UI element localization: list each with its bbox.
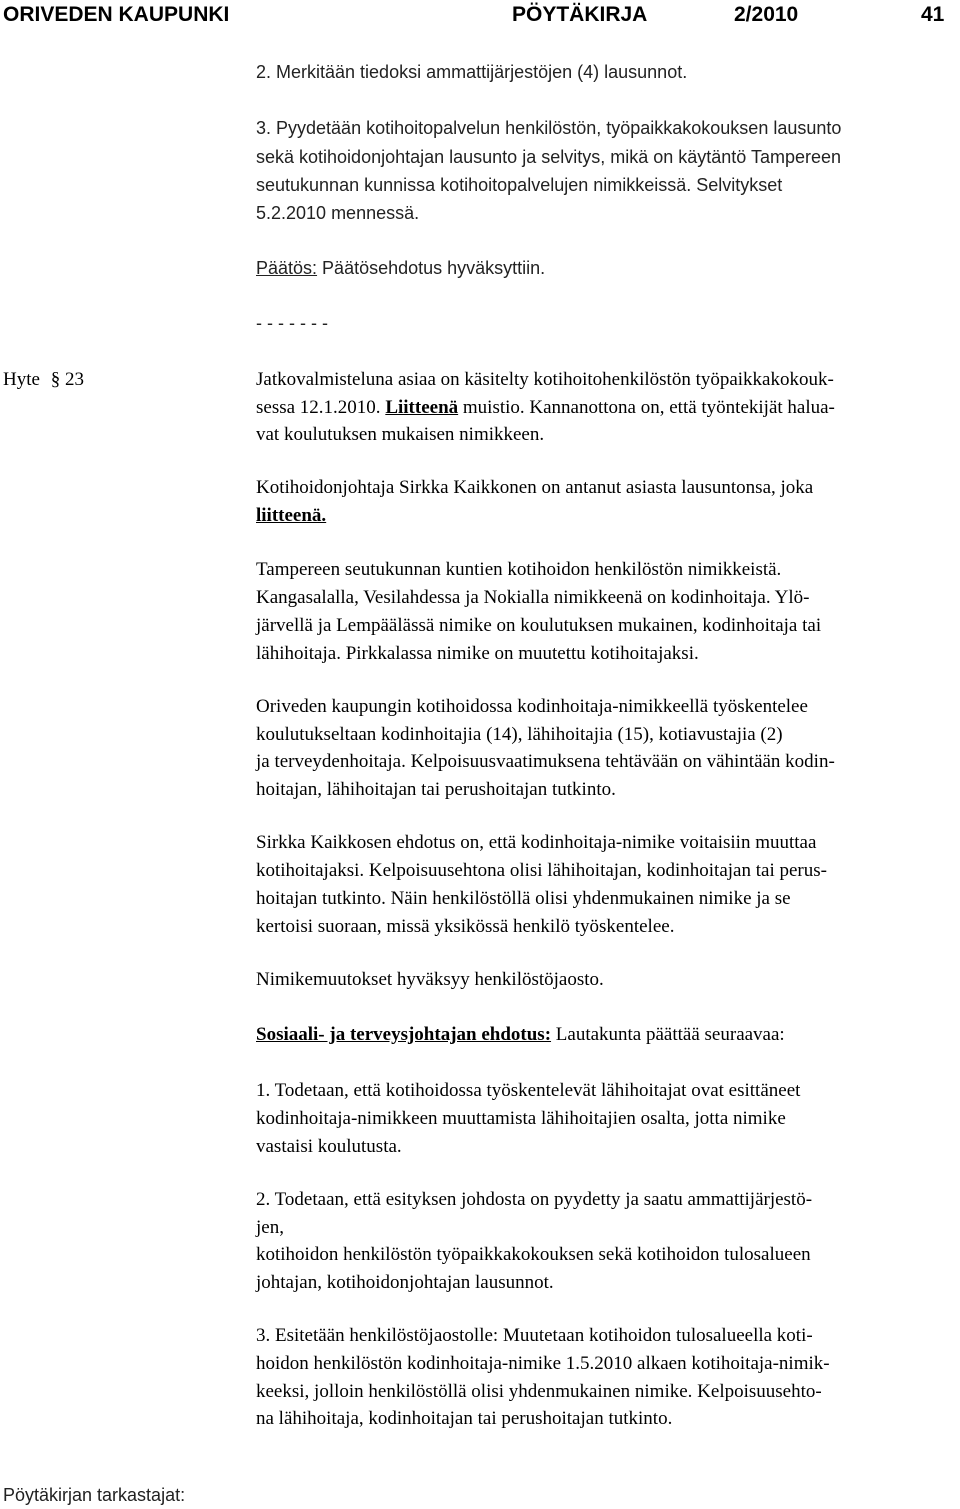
- header-document-type: PÖYTÄKIRJA: [512, 3, 648, 26]
- proposal-item-line: 2. Todetaan, että esityksen johdosta on pyydetty ja saatu ammattijärjestö-: [256, 1189, 813, 1210]
- item-3-line: seutukunnan kunnissa kotihoitopalvelujen nimikkeissä. Selvitykset: [256, 175, 783, 195]
- paragraph-text: muistio. Kannanottona on, että työntekijät halua-: [458, 397, 835, 418]
- paragraph-line: vat koulutuksen mukaisen nimikkeen.: [256, 424, 545, 445]
- proposal-item-line: hoidon henkilöstön kodinhoitaja-nimike 1.5.2010 alkaen kotihoitaja-nimik-: [256, 1353, 830, 1374]
- paragraph-line: hoitajan, lähihoitajan tai perushoitajan tutkinto.: [256, 779, 616, 800]
- paragraph-line: kotihoitajaksi. Kelpoisuusehtona olisi lähihoitajan, kodinhoitajan tai perus-: [256, 860, 827, 881]
- paragraph-line: järvellä ja Lempäälässä nimike on koulutuksen mukainen, kodinhoitaja tai: [256, 615, 822, 636]
- attachment-link[interactable]: Liitteenä: [385, 397, 459, 418]
- paragraph-line: hoitajan tutkinto. Näin henkilöstöllä olisi yhdenmukainen nimike ja se: [256, 888, 791, 909]
- section-symbol: §: [50, 369, 61, 390]
- proposal-item-line: vastaisi koulutusta.: [256, 1136, 402, 1157]
- footer-reviewers-label: Pöytäkirjan tarkastajat:: [3, 1485, 186, 1505]
- proposal-item-line: 1. Todetaan, että kotihoidossa työskentelevät lähihoitajat ovat esittäneet: [256, 1080, 801, 1101]
- paragraph-line: Nimikemuutokset hyväksyy henkilöstöjaosto.: [256, 969, 604, 990]
- section-divider: - - - - - - -: [256, 313, 328, 333]
- paragraph-line: Sirkka Kaikkosen ehdotus on, että kodinhoitaja-nimike voitaisiin muuttaa: [256, 832, 817, 853]
- paragraph-line: koulutukseltaan kodinhoitajia (14), lähihoitajia (15), kotiavustajia (2): [256, 724, 783, 745]
- header-page-number: 41: [921, 3, 945, 26]
- header-document-number: 2/2010: [734, 3, 799, 26]
- proposal-item-line: kotihoidon henkilöstön työpaikkakokouksen sekä kotihoidon tulosalueen: [256, 1244, 811, 1265]
- decision-label: Päätös:: [256, 258, 318, 278]
- section-number: 23: [64, 369, 84, 390]
- item-3-line: 5.2.2010 mennessä.: [256, 203, 420, 223]
- proposal-label: Sosiaali- ja terveysjohtajan ehdotus:: [256, 1024, 552, 1045]
- proposal-text: Lautakunta päättää seuraavaa:: [551, 1024, 785, 1045]
- paragraph-line: kertoisi suoraan, missä yksikössä henkilö työskentelee.: [256, 916, 675, 937]
- proposal-item-line: na lähihoitaja, kodinhoitajan tai perushoitajan tutkinto.: [256, 1408, 673, 1429]
- item-2-text: 2. Merkitään tiedoksi ammattijärjestöjen (4) lausunnot.: [256, 62, 688, 82]
- proposal-item-line: 3. Esitetään henkilöstöjaostolle: Muutetaan kotihoidon tulosalueella koti-: [256, 1325, 813, 1346]
- attachment-link[interactable]: liitteenä.: [256, 505, 327, 526]
- paragraph-line: Kotihoidonjohtaja Sirkka Kaikkonen on antanut asiasta lausuntonsa, joka: [256, 477, 814, 498]
- proposal-item-line: johtajan, kotihoidonjohtajan lausunnot.: [256, 1272, 554, 1293]
- item-3-line: sekä kotihoidonjohtajan lausunto ja selvitys, mikä on käytäntö Tampereen: [256, 147, 842, 167]
- item-3-line: 3. Pyydetään kotihoitopalvelun henkilöstön, työpaikkakokouksen lausunto: [256, 118, 842, 138]
- paragraph-line: lähihoitaja. Pirkkalassa nimike on muutettu kotihoitajaksi.: [256, 643, 699, 664]
- section-label: Hyte: [3, 369, 40, 390]
- header-organization: ORIVEDEN KAUPUNKI: [3, 3, 230, 26]
- proposal-item-line: keeksi, jolloin henkilöstöllä olisi yhdenmukainen nimike. Kelpoisuusehto-: [256, 1381, 822, 1402]
- proposal-item-line: kodinhoitaja-nimikkeen muuttamista lähihoitajien osalta, jotta nimike: [256, 1108, 786, 1129]
- decision-text: Päätösehdotus hyväksyttiin.: [317, 258, 546, 278]
- section-heading: [3, 366, 84, 393]
- page-header: [0, 0, 960, 32]
- paragraph-line: ja terveydenhoitaja. Kelpoisuusvaatimuksena tehtävään on vähintään kodin-: [256, 751, 835, 772]
- paragraph-line: Kangasalalla, Vesilahdessa ja Nokialla nimikkeenä on kodinhoitaja. Ylö-: [256, 587, 810, 608]
- paragraph-line: [256, 394, 835, 421]
- paragraph-line: Jatkovalmisteluna asiaa on käsitelty kotihoitohenkilöstön työpaikkakokouk-: [256, 369, 834, 390]
- paragraph-text: sessa 12.1.2010.: [256, 397, 386, 418]
- decision-line: [256, 255, 545, 282]
- proposal-line: [256, 1021, 785, 1048]
- paragraph-line: Oriveden kaupungin kotihoidossa kodinhoitaja-nimikkeellä työskentelee: [256, 696, 808, 717]
- paragraph-line: [256, 502, 326, 529]
- proposal-item-line: jen,: [256, 1217, 284, 1238]
- paragraph-line: Tampereen seutukunnan kuntien kotihoidon henkilöstön nimikkeistä.: [256, 559, 782, 580]
